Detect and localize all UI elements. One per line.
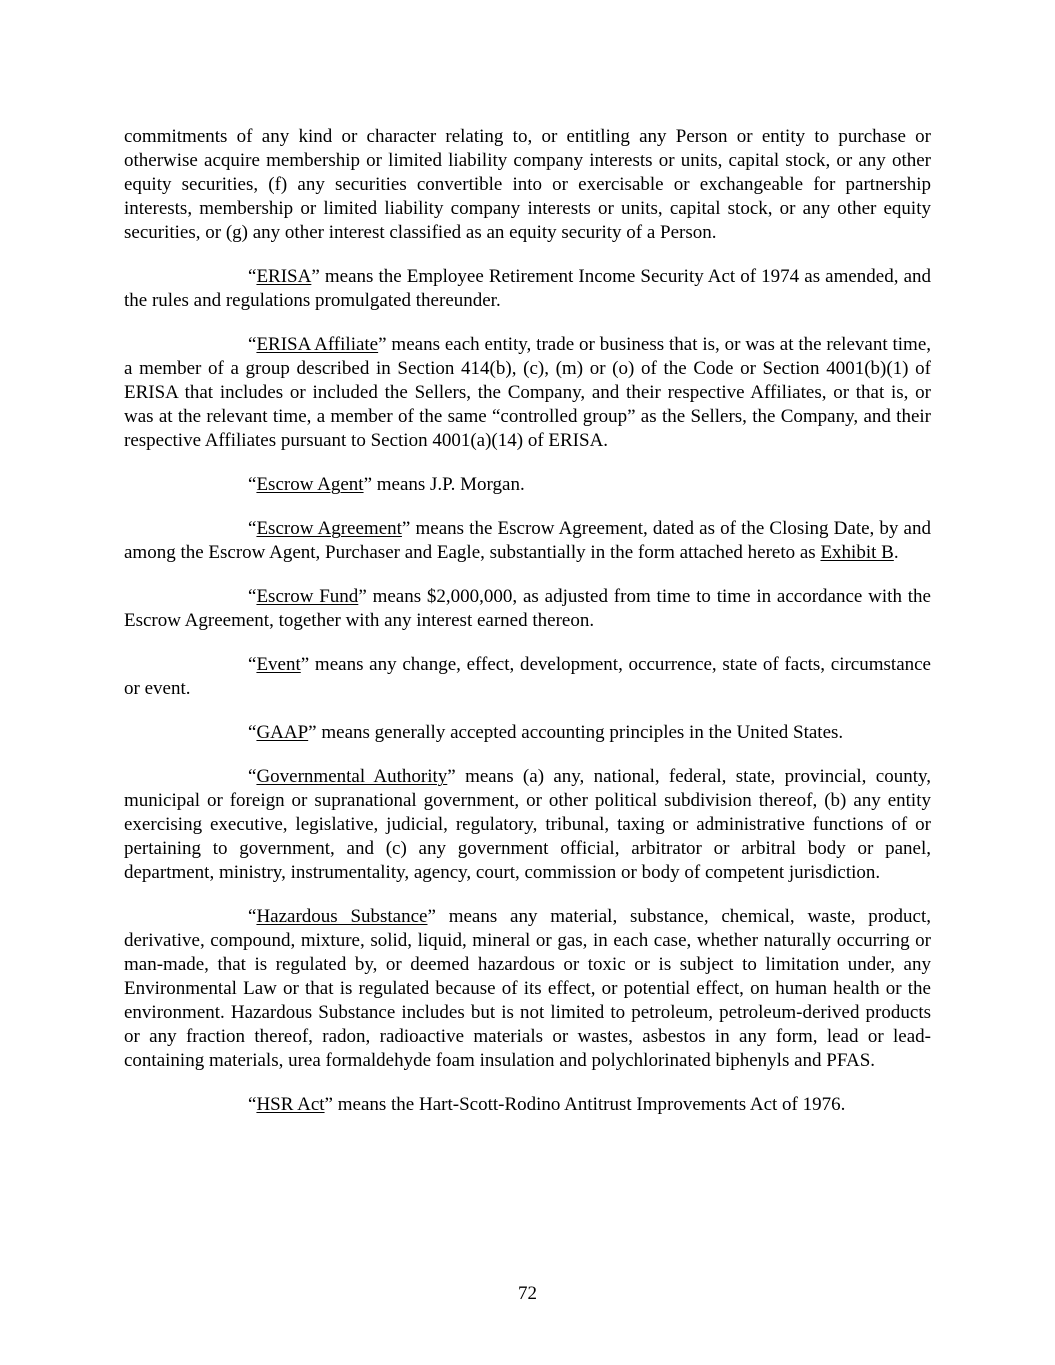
- open-quote: “: [248, 722, 257, 743]
- defined-term: GAAP: [256, 722, 309, 743]
- open-quote: “: [248, 766, 257, 787]
- definition-text: ” means $2,000,000, as adjusted from time to time in accordance with the Escrow Agreement, together with any interest earned thereon.: [124, 586, 931, 631]
- definition-gaap: [124, 721, 931, 745]
- definition-text: ” means the Hart-Scott-Rodino Antitrust Improvements Act of 1976.: [324, 1094, 846, 1115]
- open-quote: “: [248, 474, 257, 495]
- defined-term: Escrow Agreement: [256, 518, 402, 539]
- defined-term: ERISA Affiliate: [256, 334, 379, 355]
- definition-text: ” means the Employee Retirement Income Security Act of 1974 as amended, and the rules and regulations promulgated thereunder.: [124, 266, 931, 311]
- exhibit-suffix: .: [893, 542, 899, 563]
- defined-term: Governmental Authority: [256, 766, 448, 787]
- exhibit-reference: Exhibit B: [820, 542, 894, 563]
- definition-escrow-fund: [124, 585, 931, 633]
- definition-escrow-agreement: [124, 517, 931, 565]
- document-page: [124, 125, 931, 1137]
- definition-hsr-act: [124, 1093, 931, 1117]
- definition-governmental-authority: [124, 765, 931, 885]
- defined-term: HSR Act: [256, 1094, 325, 1115]
- open-quote: “: [248, 518, 257, 539]
- defined-term: Event: [256, 654, 301, 675]
- definition-text: ” means each entity, trade or business that is, or was at the relevant time, a member of a group described in Section 414(b), (c), (m) or (o) of the Code or Section 4001(b)(1) of ERISA that includes or included the Sellers, the Company, and their respective Affiliates, or that is, or was at the relevant time, a member of the same “controlled group” as the Sellers, the Company, and their respective Affiliates pursuant to Section 4001(a)(14) of ERISA.: [124, 334, 931, 451]
- open-quote: “: [248, 334, 257, 355]
- defined-term: Escrow Agent: [256, 474, 364, 495]
- defined-term: ERISA: [256, 266, 312, 287]
- definition-text: ” means any material, substance, chemical, waste, product, derivative, compound, mixture, solid, liquid, mineral or gas, in each case, whether naturally occurring or man-made, that is regulated by, or deemed hazardous or toxic or is subject to limitation under, any Environmental Law or that is regulated because of its effect, or potential effect, on human health or the environment. Hazardous Substance includes but is not limited to petroleum, petroleum-derived products or any fraction thereof, radon, radioactive materials or wastes, asbestos in any form, lead or lead-containing materials, urea formaldehyde foam insulation and polychlorinated biphenyls and PFAS.: [124, 906, 932, 1071]
- defined-term: Hazardous Substance: [256, 906, 428, 927]
- definition-text: ” means (a) any, national, federal, state, provincial, county, municipal or foreign or supranational government, or other political subdivision thereof, (b) any entity exercising executive, legislative, judicial, regulatory, tribunal, taxing or administrative functions of or pertaining to government, and (c) any government official, arbitrator or arbitral body or panel, department, ministry, instrumentality, agency, court, commission or body of competent jurisdiction.: [124, 766, 931, 883]
- definition-erisa: [124, 265, 931, 313]
- definition-text: ” means generally accepted accounting principles in the United States.: [308, 722, 844, 743]
- open-quote: “: [248, 906, 257, 927]
- definition-text: ” means the Escrow Agreement, dated as of the Closing Date, by and among the Escrow Agent, Purchaser and Eagle, substantially in the form attached hereto as: [124, 518, 931, 563]
- definition-hazardous-substance: [124, 905, 931, 1073]
- definition-escrow-agent: [124, 473, 931, 497]
- open-quote: “: [248, 654, 257, 675]
- definition-erisa-affiliate: [124, 333, 931, 453]
- continuation-paragraph: commitments of any kind or character relating to, or entitling any Person or entity to purchase or otherwise acquire membership or limited liability company interests or units, capital stock, or any other equity securities, (f) any securities convertible into or exercisable or exchangeable for partnership interests, membership or limited liability company interests or units, capital stock, or any other equity securities, or (g) any other interest classified as an equity security of a Person.: [124, 126, 931, 243]
- definition-event: [124, 653, 931, 701]
- open-quote: “: [248, 266, 257, 287]
- definition-text: ” means any change, effect, development, occurrence, state of facts, circumstance or event.: [124, 654, 931, 699]
- open-quote: “: [248, 1094, 257, 1115]
- open-quote: “: [248, 586, 257, 607]
- defined-term: Escrow Fund: [256, 586, 359, 607]
- definition-text: ” means J.P. Morgan.: [363, 474, 525, 495]
- page-number: 72: [518, 1283, 537, 1304]
